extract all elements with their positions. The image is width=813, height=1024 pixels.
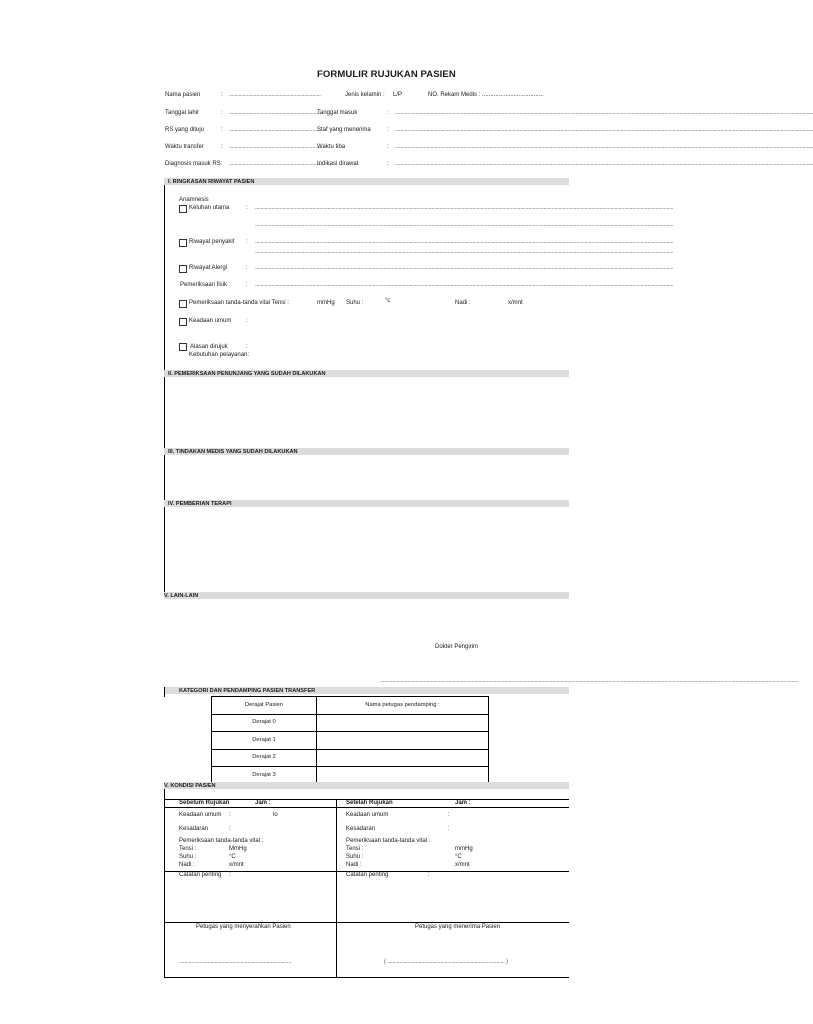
label-tensi-sebelum: Tensi :	[179, 846, 197, 852]
petugas-cell[interactable]	[317, 732, 489, 750]
kondisi-header-line	[164, 807, 569, 808]
label-tanggal-masuk: Tanggal masuk	[317, 110, 358, 116]
colon: :	[246, 265, 248, 271]
table-row	[212, 749, 489, 767]
label-kesadaran-sebelum: Kesadaran	[179, 826, 209, 832]
unit-xmnt-sebelum: x/mnt	[229, 862, 244, 868]
colon: :	[448, 812, 450, 818]
label-kesadaran-setelah: Kesadaran	[346, 826, 376, 832]
unit-mmhg-setelah: mmHg	[455, 846, 473, 852]
field-riwayat-penyakit-2[interactable]: ..................................................................................................................................................................................................................................................................................................................	[255, 249, 674, 255]
unit-xmnt: x/mnt	[508, 300, 523, 306]
label-kebutuhan-pelayanan: Kebutuhan pelayanan:	[189, 352, 250, 358]
label-nadi-sebelum: Nadi :	[179, 862, 195, 868]
petugas-cell[interactable]	[317, 714, 489, 732]
colon: :	[448, 826, 450, 832]
checkbox-keluhan-utama[interactable]	[179, 205, 187, 213]
label-tanda-vital: Pemeriksaan tanda-tanda vital Tensi :	[189, 300, 289, 306]
field-nama-pasien[interactable]: ...................................................................	[229, 92, 321, 98]
label-keadaan-umum-sebelum: Keadaan umum	[179, 812, 222, 818]
label-jam-sebelum: Jam :	[255, 800, 271, 806]
field-diagnosis-masuk[interactable]: ...................................................................	[229, 161, 321, 167]
label-keadaan-umum: Keadaan umum	[189, 318, 232, 324]
label-keadaan-umum-setelah: Keadaan umum	[346, 812, 389, 818]
label-pemeriksaan-vital-sebelum: Pemeriksaan tanda-tanda vital :	[179, 838, 264, 844]
section-header-tindakan-medis	[164, 448, 569, 455]
label-pemeriksaan-fisik: Pemeriksaan fisik	[180, 282, 228, 288]
label-riwayat-penyakit: Riwayat penyakit	[189, 239, 235, 245]
section-header-kategori	[164, 687, 569, 694]
kategori-left-border	[164, 687, 165, 697]
form-left-border	[164, 178, 165, 599]
label-rs-dituju: RS yang dituju	[165, 127, 205, 133]
colon: :	[387, 110, 389, 116]
unit-mmhg-sebelum: MmHg	[229, 846, 247, 852]
table-row	[212, 714, 489, 732]
unit-celsius-sebelum: °C	[229, 854, 236, 860]
colon: :	[246, 318, 248, 324]
label-suhu: Suhu :	[346, 300, 364, 306]
label-alasan-dirujuk: Alasan dirujuk	[190, 344, 228, 350]
field-staf-penerima[interactable]: ..................................................................................................................................................................................................................................................................................................................	[395, 127, 813, 133]
colon: :	[221, 110, 223, 116]
value-lo: lo	[273, 812, 278, 818]
field-tanggal-lahir[interactable]: ...................................................................	[229, 110, 321, 116]
field-pemeriksaan-fisik[interactable]: ..................................................................................................................................................................................................................................................................................................................	[255, 282, 674, 288]
colon: :	[246, 282, 248, 288]
field-waktu-transfer[interactable]: ...................................................................	[229, 144, 321, 150]
field-tanggal-masuk[interactable]: ..................................................................................................................................................................................................................................................................................................................	[395, 110, 813, 116]
field-jenis-kelamin[interactable]: L/P	[393, 92, 403, 98]
label-tensi-setelah: Tensi :	[346, 846, 364, 852]
table-header-petugas: Nama petugas pendamping :	[317, 697, 489, 715]
kondisi-bottom-line	[164, 977, 569, 978]
table-header-derajat: Derajat Pasien	[212, 697, 317, 715]
colon: :	[387, 144, 389, 150]
petugas-cell[interactable]	[317, 749, 489, 767]
section-title: KATEGORI DAN PENDAMPING PASIEN TRANSFER	[179, 687, 316, 694]
signature-petugas-menerima[interactable]: ( ...................................................................................... )	[384, 959, 508, 965]
field-no-rekam-medis[interactable]: NO. Rekam Medis : .....................................	[428, 92, 544, 98]
label-suhu-sebelum: Suhu :	[179, 854, 197, 860]
field-keluhan-utama[interactable]: ..................................................................................................................................................................................................................................................................................................................	[255, 205, 674, 211]
label-jam-setelah: Jam :	[455, 800, 471, 806]
colon: :	[221, 144, 223, 150]
field-indikasi-dirawat[interactable]: ..................................................................................................................................................................................................................................................................................................................	[395, 161, 813, 167]
colon: :	[229, 826, 231, 832]
field-riwayat-penyakit[interactable]: ..................................................................................................................................................................................................................................................................................................................	[255, 239, 674, 245]
section-title: I. RINGKASAN RIWAYAT PASIEN	[168, 178, 255, 185]
section-title: V. KONDISI PASIEN	[164, 782, 216, 789]
label-catatan-penting-setelah: Catatan penting	[346, 872, 389, 878]
colon: :	[387, 161, 389, 167]
derajat-cell: Derajat 2	[212, 749, 317, 767]
label-nadi-setelah: Nadi :	[346, 862, 362, 868]
label-waktu-tiba: Waktu tiba	[317, 144, 346, 150]
section-title: III. TINDAKAN MEDIS YANG SUDAH DILAKUKAN	[168, 448, 298, 455]
signature-dokter-pengirim[interactable]: ..................................................................................................................................................................................................................................................................................................................	[380, 678, 799, 684]
label-pemeriksaan-vital-setelah: Pemeriksaan tanda-tanda vital :	[346, 838, 431, 844]
section-title: V. LAIN-LAIN	[164, 592, 199, 599]
colon: :	[221, 92, 223, 98]
label-staf-penerima: Staf yang menerima	[317, 127, 371, 133]
label-nadi: Nadi :	[455, 300, 471, 306]
table-header-row	[212, 697, 489, 715]
label-catatan-penting-sebelum: Catatan penting	[179, 872, 222, 878]
colon: :	[221, 161, 223, 167]
section-header-ringkasan	[164, 178, 569, 185]
kondisi-petugas-line	[164, 922, 569, 923]
field-waktu-tiba[interactable]: ..................................................................................................................................................................................................................................................................................................................	[395, 144, 813, 150]
label-dokter-pengirim: Dokter Pengirim	[435, 644, 479, 650]
section-header-lain-lain	[164, 592, 569, 599]
derajat-cell: Derajat 1	[212, 732, 317, 750]
checkbox-riwayat-alergi[interactable]	[179, 265, 187, 273]
section-header-pemberian-terapi	[164, 500, 569, 507]
label-keluhan-utama: Keluhan utama	[189, 205, 230, 211]
label-petugas-menerima: Petugas yang menerima Pasien	[415, 924, 501, 930]
unit-celsius-setelah: °C	[455, 854, 462, 860]
label-riwayat-alergi: Riwayat Alergi	[189, 265, 228, 271]
section-header-kondisi-pasien	[164, 782, 569, 789]
kondisi-middle-divider	[336, 799, 337, 978]
colon: :	[229, 872, 231, 878]
derajat-cell: Derajat 0	[212, 714, 317, 732]
label-anamnesis: Anamnesis	[179, 197, 209, 203]
derajat-cell: Derajat 3	[212, 767, 317, 785]
label-nama-pasien: Nama pasien	[165, 92, 201, 98]
colon: :	[387, 127, 389, 133]
label-sebelum-rujukan: Sebelum Rujukan	[179, 800, 230, 806]
kategori-table	[211, 696, 489, 785]
field-keluhan-utama-2[interactable]: ..................................................................................................................................................................................................................................................................................................................	[255, 222, 674, 228]
field-rs-dituju[interactable]: ...................................................................	[229, 127, 321, 133]
unit-xmnt-setelah: x/mnt	[455, 862, 470, 868]
section-header-pemeriksaan-penunjang	[164, 370, 569, 377]
table-row	[212, 732, 489, 750]
field-riwayat-alergi[interactable]: ..................................................................................................................................................................................................................................................................................................................	[255, 265, 674, 271]
form-title: FORMULIR RUJUKAN PASIEN	[317, 69, 456, 80]
unit-mmhg: mmHg	[317, 300, 335, 306]
checkbox-keadaan-umum[interactable]	[179, 318, 187, 326]
kondisi-left-border	[164, 789, 165, 978]
label-diagnosis-masuk: Diagnosis masuk RS	[165, 161, 221, 167]
colon: :	[229, 812, 231, 818]
label-waktu-transfer: Waktu transfer	[165, 144, 204, 150]
signature-petugas-menyerahkan[interactable]: ..................................................................................	[179, 959, 292, 965]
label-indikasi-dirawat: Indikasi dirawat	[317, 161, 359, 167]
colon: :	[221, 127, 223, 133]
checkbox-riwayat-penyakit[interactable]	[179, 239, 187, 247]
label-jenis-kelamin: Jenis kelamin :	[345, 92, 385, 98]
section-title: IV. PEMBERIAN TERAPI	[168, 500, 232, 507]
label-setelah-rujukan: Setelah Rujukan	[346, 800, 393, 806]
checkbox-tanda-vital[interactable]	[179, 300, 187, 308]
colon: :	[428, 872, 430, 878]
label-tanggal-lahir: Tanggal lahir	[165, 110, 200, 116]
unit-celsius: °c	[385, 298, 391, 304]
colon: :	[246, 205, 248, 211]
section-title: II. PEMERIKSAAN PENUNJANG YANG SUDAH DILAKUKAN	[168, 370, 326, 377]
checkbox-alasan-dirujuk[interactable]	[179, 343, 187, 351]
label-suhu-setelah: Suhu :	[346, 854, 364, 860]
colon: :	[246, 344, 248, 350]
colon: :	[246, 239, 248, 245]
label-petugas-menyerahkan: Petugas yang menyerahkan Pasien	[196, 924, 291, 930]
